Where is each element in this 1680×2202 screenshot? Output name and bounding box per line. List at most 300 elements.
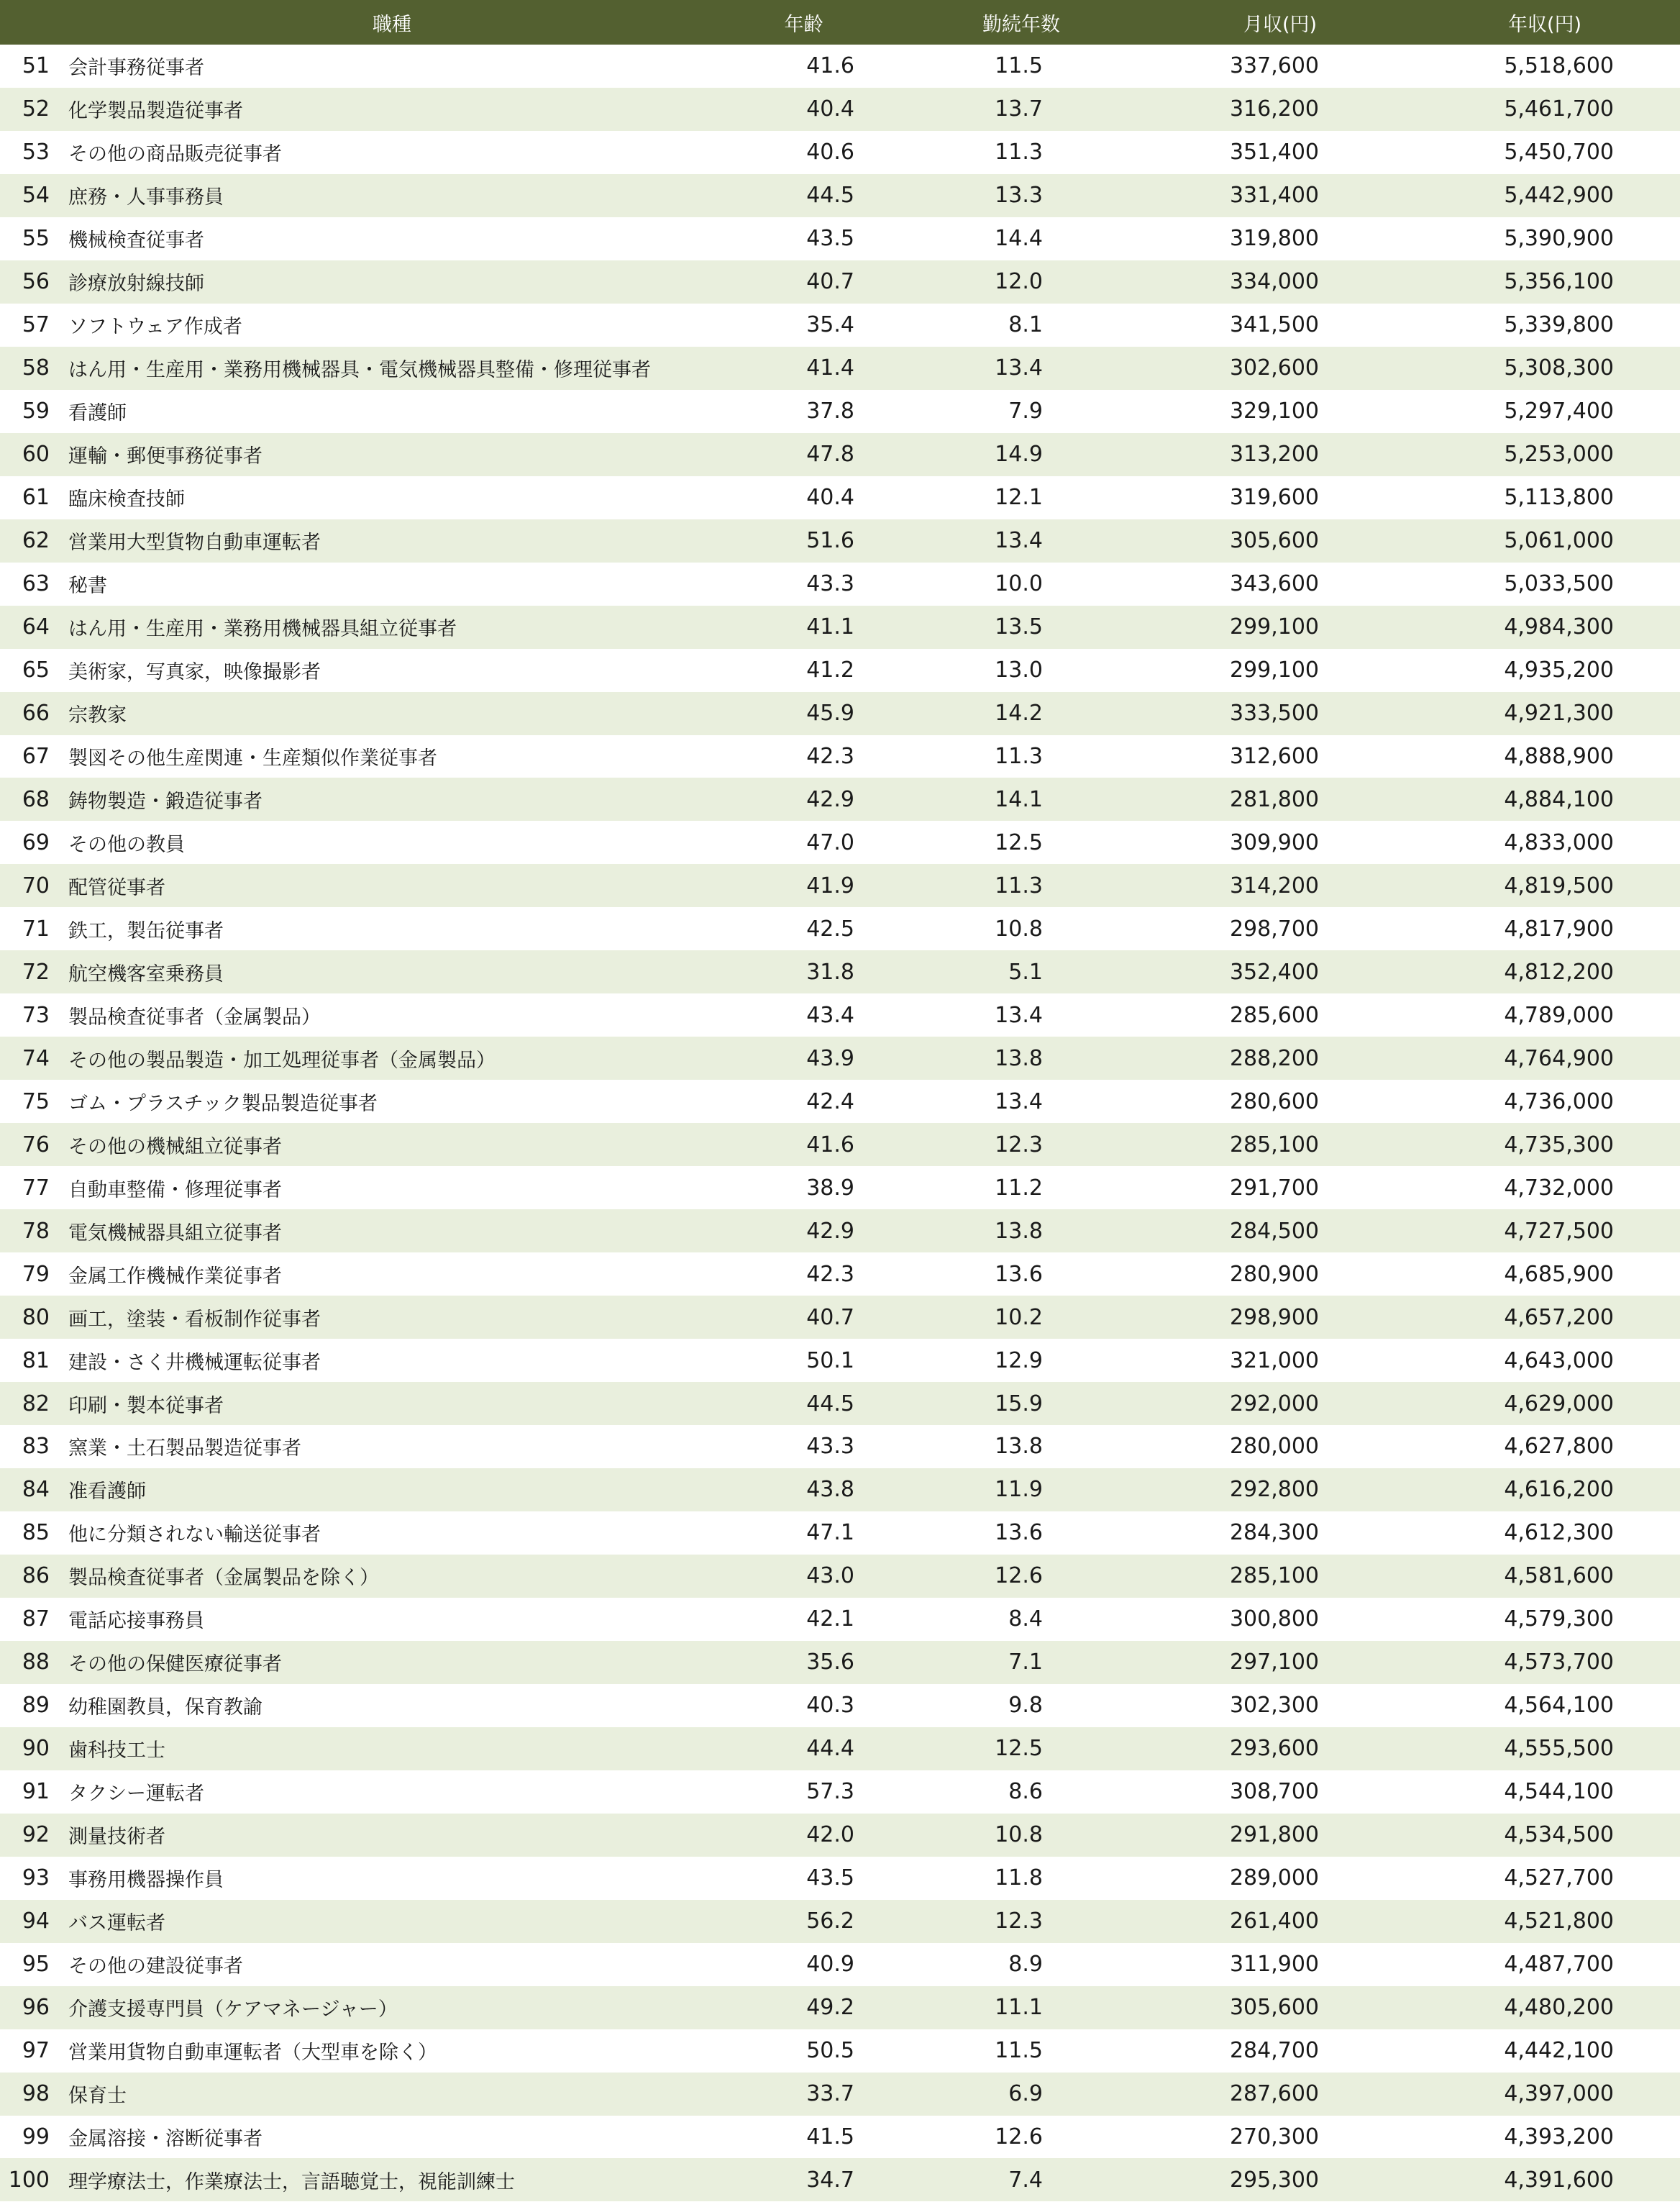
table-row [0, 433, 1680, 476]
occupation-cell: 電気機械器具組立従事者 [68, 1221, 282, 1245]
annual-income-cell: 4,521,800 [1504, 1908, 1614, 1934]
table-row [0, 950, 1680, 993]
occupation-cell: 金属溶接・溶断従事者 [68, 2127, 262, 2150]
table-row [0, 1986, 1680, 2029]
rank-cell: 87 [22, 1606, 50, 1632]
years-of-service-cell: 7.4 [1008, 2167, 1043, 2193]
monthly-income-cell: 333,500 [1229, 701, 1319, 727]
table-row [0, 2029, 1680, 2073]
rank-cell: 64 [22, 614, 50, 640]
rank-cell: 97 [22, 2038, 50, 2064]
age-cell: 41.6 [806, 53, 854, 79]
age-cell: 43.5 [806, 226, 854, 252]
years-of-service-cell: 11.9 [995, 1477, 1043, 1503]
years-of-service-cell: 14.2 [995, 701, 1043, 727]
occupation-cell: 介護支援専門員（ケアマネージャー） [68, 1998, 398, 2021]
annual-income-cell: 4,573,700 [1504, 1650, 1614, 1675]
years-of-service-cell: 8.9 [1008, 1952, 1043, 1978]
monthly-income-cell: 270,300 [1229, 2124, 1319, 2149]
years-of-service-cell: 13.8 [995, 1218, 1043, 1244]
rank-cell: 92 [22, 1822, 50, 1848]
rank-cell: 53 [22, 140, 50, 165]
years-of-service-cell: 13.4 [995, 355, 1043, 381]
monthly-income-cell: 302,300 [1229, 1693, 1319, 1719]
occupation-cell: 宗教家 [68, 704, 127, 727]
rank-cell: 91 [22, 1779, 50, 1805]
table-row [0, 304, 1680, 347]
monthly-income-cell: 280,900 [1229, 1261, 1319, 1287]
age-cell: 31.8 [806, 959, 854, 985]
years-of-service-cell: 12.1 [995, 485, 1043, 511]
age-cell: 47.0 [806, 829, 854, 855]
occupation-cell: 鋳物製造・鍛造従事者 [68, 790, 262, 813]
years-of-service-cell: 10.8 [995, 916, 1043, 942]
occupation-cell: 美術家，写真家，映像撮影者 [68, 661, 321, 684]
years-of-service-cell: 11.3 [995, 873, 1043, 898]
rank-cell: 94 [22, 1908, 50, 1934]
table-row [0, 1857, 1680, 1900]
annual-income-cell: 4,487,700 [1504, 1952, 1614, 1978]
years-of-service-cell: 11.2 [995, 1175, 1043, 1201]
table-row [0, 1425, 1680, 1468]
table-row [0, 1770, 1680, 1814]
rank-cell: 55 [22, 226, 50, 252]
rank-cell: 65 [22, 658, 50, 683]
monthly-income-cell: 312,600 [1229, 743, 1319, 769]
age-cell: 43.4 [806, 1002, 854, 1028]
header-years-of-service: 勤続年数 [982, 13, 1060, 36]
monthly-income-cell: 341,500 [1229, 312, 1319, 338]
table-row [0, 778, 1680, 821]
rank-cell: 83 [22, 1434, 50, 1460]
monthly-income-cell: 284,300 [1229, 1520, 1319, 1546]
monthly-income-cell: 292,800 [1229, 1477, 1319, 1503]
occupation-cell: 営業用大型貨物自動車運転者 [68, 532, 321, 555]
age-cell: 41.6 [806, 1132, 854, 1157]
rank-cell: 81 [22, 1347, 50, 1373]
rank-cell: 95 [22, 1952, 50, 1978]
years-of-service-cell: 14.9 [995, 442, 1043, 468]
age-cell: 40.3 [806, 1693, 854, 1719]
years-of-service-cell: 10.0 [995, 571, 1043, 597]
occupation-cell: はん用・生産用・業務用機械器具組立従事者 [68, 618, 457, 641]
rank-cell: 85 [22, 1520, 50, 1546]
occupation-cell: 事務用機器操作員 [68, 1869, 224, 1892]
annual-income-cell: 5,442,900 [1504, 183, 1614, 209]
table-row [0, 993, 1680, 1037]
table-row [0, 260, 1680, 304]
annual-income-cell: 4,579,300 [1504, 1606, 1614, 1632]
occupation-cell: 製品検査従事者（金属製品） [68, 1006, 321, 1029]
rank-cell: 96 [22, 1995, 50, 2021]
monthly-income-cell: 292,000 [1229, 1391, 1319, 1416]
table-row [0, 649, 1680, 692]
occupation-cell: その他の建設従事者 [68, 1955, 243, 1978]
header-occupation: 職種 [373, 13, 411, 36]
table-row [0, 1555, 1680, 1598]
years-of-service-cell: 6.9 [1008, 2081, 1043, 2107]
occupation-cell: 画工，塗装・看板制作従事者 [68, 1308, 321, 1331]
years-of-service-cell: 11.5 [995, 53, 1043, 79]
table-row [0, 476, 1680, 519]
table-row [0, 907, 1680, 950]
rank-cell: 76 [22, 1132, 50, 1157]
header-monthly-income: 月収(円) [1243, 13, 1318, 36]
table-row [0, 88, 1680, 131]
annual-income-cell: 4,657,200 [1504, 1304, 1614, 1330]
table-row [0, 2158, 1680, 2201]
annual-income-cell: 5,308,300 [1504, 355, 1614, 381]
monthly-income-cell: 285,100 [1229, 1563, 1319, 1589]
table-row [0, 1468, 1680, 1511]
monthly-income-cell: 281,800 [1229, 786, 1319, 812]
occupation-cell: 理学療法士，作業療法士，言語聴覚士，視能訓練士 [68, 2170, 515, 2193]
monthly-income-cell: 300,800 [1229, 1606, 1319, 1632]
occupation-cell: 秘書 [68, 575, 107, 598]
table-row [0, 606, 1680, 649]
years-of-service-cell: 12.3 [995, 1132, 1043, 1157]
annual-income-cell: 4,616,200 [1504, 1477, 1614, 1503]
monthly-income-cell: 289,000 [1229, 1865, 1319, 1891]
occupation-cell: 会計事務従事者 [68, 57, 204, 80]
years-of-service-cell: 12.3 [995, 1908, 1043, 1934]
rank-cell: 74 [22, 1045, 50, 1071]
age-cell: 41.5 [806, 2124, 854, 2149]
age-cell: 40.4 [806, 96, 854, 122]
header-age: 年齢 [784, 13, 823, 36]
monthly-income-cell: 293,600 [1229, 1736, 1319, 1762]
occupation-cell: 他に分類されない輸送従事者 [68, 1524, 321, 1547]
table-row [0, 217, 1680, 260]
years-of-service-cell: 7.9 [1008, 399, 1043, 424]
occupation-cell: 幼稚園教員，保育教諭 [68, 1696, 262, 1719]
age-cell: 40.7 [806, 1304, 854, 1330]
monthly-income-cell: 337,600 [1229, 53, 1319, 79]
table-body [0, 45, 1680, 2201]
age-cell: 34.7 [806, 2167, 854, 2193]
monthly-income-cell: 291,800 [1229, 1822, 1319, 1848]
annual-income-cell: 4,397,000 [1504, 2081, 1614, 2107]
occupation-cell: 電話応接事務員 [68, 1610, 204, 1633]
years-of-service-cell: 13.4 [995, 1088, 1043, 1114]
age-cell: 40.9 [806, 1952, 854, 1978]
years-of-service-cell: 13.6 [995, 1261, 1043, 1287]
monthly-income-cell: 291,700 [1229, 1175, 1319, 1201]
table-row [0, 1080, 1680, 1123]
rank-cell: 72 [22, 959, 50, 985]
annual-income-cell: 4,393,200 [1504, 2124, 1614, 2149]
annual-income-cell: 4,888,900 [1504, 743, 1614, 769]
annual-income-cell: 5,390,900 [1504, 226, 1614, 252]
years-of-service-cell: 11.1 [995, 1995, 1043, 2021]
rank-cell: 62 [22, 528, 50, 554]
rank-cell: 80 [22, 1304, 50, 1330]
annual-income-cell: 4,643,000 [1504, 1347, 1614, 1373]
rank-cell: 57 [22, 312, 50, 338]
age-cell: 43.5 [806, 1865, 854, 1891]
annual-income-cell: 4,581,600 [1504, 1563, 1614, 1589]
rank-cell: 63 [22, 571, 50, 597]
rank-cell: 86 [22, 1563, 50, 1589]
rank-cell: 82 [22, 1391, 50, 1416]
monthly-income-cell: 285,100 [1229, 1132, 1319, 1157]
age-cell: 42.4 [806, 1088, 854, 1114]
occupation-cell: 保育士 [68, 2085, 127, 2108]
rank-cell: 60 [22, 442, 50, 468]
rank-cell: 84 [22, 1477, 50, 1503]
age-cell: 41.4 [806, 355, 854, 381]
table-row [0, 735, 1680, 778]
monthly-income-cell: 284,700 [1229, 2038, 1319, 2064]
rank-cell: 52 [22, 96, 50, 122]
age-cell: 41.9 [806, 873, 854, 898]
rank-cell: 67 [22, 743, 50, 769]
annual-income-cell: 4,812,200 [1504, 959, 1614, 985]
age-cell: 43.9 [806, 1045, 854, 1071]
age-cell: 38.9 [806, 1175, 854, 1201]
rank-cell: 54 [22, 183, 50, 209]
annual-income-cell: 4,480,200 [1504, 1995, 1614, 2021]
rank-cell: 69 [22, 829, 50, 855]
occupation-cell: その他の商品販売従事者 [68, 143, 282, 166]
table-row [0, 1511, 1680, 1555]
header-annual-income: 年収(円) [1507, 13, 1582, 36]
age-cell: 49.2 [806, 1995, 854, 2021]
occupation-cell: 航空機客室乗務員 [68, 963, 224, 986]
monthly-income-cell: 280,000 [1229, 1434, 1319, 1460]
table-row [0, 1296, 1680, 1339]
monthly-income-cell: 311,900 [1229, 1952, 1319, 1978]
annual-income-cell: 4,732,000 [1504, 1175, 1614, 1201]
years-of-service-cell: 10.8 [995, 1822, 1043, 1848]
occupation-cell: 製品検査従事者（金属製品を除く） [68, 1567, 379, 1590]
header-rank [0, 0, 68, 45]
age-cell: 40.7 [806, 269, 854, 295]
years-of-service-cell: 11.8 [995, 1865, 1043, 1891]
years-of-service-cell: 7.1 [1008, 1650, 1043, 1675]
annual-income-cell: 4,627,800 [1504, 1434, 1614, 1460]
monthly-income-cell: 314,200 [1229, 873, 1319, 898]
annual-income-cell: 4,727,500 [1504, 1218, 1614, 1244]
rank-cell: 93 [22, 1865, 50, 1891]
occupation-cell: 測量技術者 [68, 1826, 165, 1849]
table-row [0, 1814, 1680, 1857]
monthly-income-cell: 331,400 [1229, 183, 1319, 209]
rank-cell: 66 [22, 701, 50, 727]
annual-income-cell: 4,391,600 [1504, 2167, 1614, 2193]
occupation-cell: 歯科技工士 [68, 1739, 165, 1762]
occupation-cell: 窯業・土石製品製造従事者 [68, 1437, 301, 1460]
monthly-income-cell: 295,300 [1229, 2167, 1319, 2193]
table-row [0, 2073, 1680, 2116]
age-cell: 35.6 [806, 1650, 854, 1675]
occupation-cell: 建設・さく井機械運転従事者 [68, 1351, 321, 1374]
table-row [0, 1339, 1680, 1382]
occupation-cell: ソフトウェア作成者 [68, 316, 242, 339]
rank-cell: 73 [22, 1002, 50, 1028]
age-cell: 44.5 [806, 183, 854, 209]
annual-income-cell: 4,527,700 [1504, 1865, 1614, 1891]
monthly-income-cell: 297,100 [1229, 1650, 1319, 1675]
annual-income-cell: 4,935,200 [1504, 658, 1614, 683]
annual-income-cell: 4,612,300 [1504, 1520, 1614, 1546]
rank-cell: 58 [22, 355, 50, 381]
years-of-service-cell: 12.6 [995, 1563, 1043, 1589]
occupation-cell: 鉄工，製缶従事者 [68, 919, 224, 942]
monthly-income-cell: 329,100 [1229, 399, 1319, 424]
occupation-cell: その他の保健医療従事者 [68, 1653, 282, 1676]
annual-income-cell: 4,534,500 [1504, 1822, 1614, 1848]
age-cell: 57.3 [806, 1779, 854, 1805]
table-row [0, 1037, 1680, 1080]
age-cell: 42.3 [806, 743, 854, 769]
occupation-cell: その他の製品製造・加工処理従事者（金属製品） [68, 1049, 496, 1072]
monthly-income-cell: 285,600 [1229, 1002, 1319, 1028]
table-row [0, 1382, 1680, 1425]
table-row [0, 174, 1680, 217]
monthly-income-cell: 319,800 [1229, 226, 1319, 252]
years-of-service-cell: 8.6 [1008, 1779, 1043, 1805]
table-row [0, 45, 1680, 88]
occupation-cell: 配管従事者 [68, 876, 165, 899]
annual-income-cell: 4,544,100 [1504, 1779, 1614, 1805]
occupation-cell: 庶務・人事事務員 [68, 186, 224, 209]
table-row [0, 1209, 1680, 1252]
annual-income-cell: 5,461,700 [1504, 96, 1614, 122]
years-of-service-cell: 12.5 [995, 1736, 1043, 1762]
age-cell: 47.8 [806, 442, 854, 468]
years-of-service-cell: 12.0 [995, 269, 1043, 295]
annual-income-cell: 4,921,300 [1504, 701, 1614, 727]
years-of-service-cell: 11.3 [995, 140, 1043, 165]
table-row [0, 519, 1680, 563]
table-row [0, 864, 1680, 907]
monthly-income-cell: 299,100 [1229, 658, 1319, 683]
age-cell: 35.4 [806, 312, 854, 338]
rank-cell: 98 [22, 2081, 50, 2107]
monthly-income-cell: 316,200 [1229, 96, 1319, 122]
annual-income-cell: 4,735,300 [1504, 1132, 1614, 1157]
rank-cell: 51 [22, 53, 50, 79]
years-of-service-cell: 14.4 [995, 226, 1043, 252]
monthly-income-cell: 343,600 [1229, 571, 1319, 597]
annual-income-cell: 5,339,800 [1504, 312, 1614, 338]
table-row [0, 1727, 1680, 1770]
age-cell: 50.1 [806, 1347, 854, 1373]
monthly-income-cell: 308,700 [1229, 1779, 1319, 1805]
monthly-income-cell: 298,900 [1229, 1304, 1319, 1330]
rank-cell: 90 [22, 1736, 50, 1762]
table-row [0, 1598, 1680, 1641]
rank-cell: 79 [22, 1261, 50, 1287]
years-of-service-cell: 13.8 [995, 1434, 1043, 1460]
occupation-cell: タクシー運転者 [68, 1783, 204, 1806]
age-cell: 42.3 [806, 1261, 854, 1287]
rank-cell: 75 [22, 1088, 50, 1114]
annual-income-cell: 4,685,900 [1504, 1261, 1614, 1287]
rank-cell: 59 [22, 399, 50, 424]
table-row [0, 1684, 1680, 1727]
occupation-cell: 印刷・製本従事者 [68, 1394, 224, 1417]
occupation-cell: 臨床検査技師 [68, 488, 185, 511]
annual-income-cell: 5,061,000 [1504, 528, 1614, 554]
annual-income-cell: 4,736,000 [1504, 1088, 1614, 1114]
annual-income-cell: 4,442,100 [1504, 2038, 1614, 2064]
age-cell: 41.2 [806, 658, 854, 683]
occupation-cell: 准看護師 [68, 1480, 146, 1503]
rank-cell: 99 [22, 2124, 50, 2149]
monthly-income-cell: 287,600 [1229, 2081, 1319, 2107]
rank-cell: 68 [22, 786, 50, 812]
monthly-income-cell: 284,500 [1229, 1218, 1319, 1244]
monthly-income-cell: 302,600 [1229, 355, 1319, 381]
age-cell: 33.7 [806, 2081, 854, 2107]
age-cell: 43.0 [806, 1563, 854, 1589]
years-of-service-cell: 11.3 [995, 743, 1043, 769]
years-of-service-cell: 13.4 [995, 1002, 1043, 1028]
monthly-income-cell: 288,200 [1229, 1045, 1319, 1071]
occupation-cell: 化学製品製造従事者 [68, 100, 243, 123]
monthly-income-cell: 280,600 [1229, 1088, 1319, 1114]
years-of-service-cell: 14.1 [995, 786, 1043, 812]
years-of-service-cell: 13.5 [995, 614, 1043, 640]
table-row [0, 1641, 1680, 1684]
table-row [0, 347, 1680, 390]
age-cell: 37.8 [806, 399, 854, 424]
age-cell: 42.9 [806, 786, 854, 812]
years-of-service-cell: 13.4 [995, 528, 1043, 554]
annual-income-cell: 4,819,500 [1504, 873, 1614, 898]
occupation-cell: 看護師 [68, 402, 127, 425]
occupation-cell: 製図その他生産関連・生産類似作業従事者 [68, 747, 437, 770]
monthly-income-cell: 305,600 [1229, 528, 1319, 554]
age-cell: 42.5 [806, 916, 854, 942]
years-of-service-cell: 9.8 [1008, 1693, 1043, 1719]
occupation-cell: ゴム・プラスチック製品製造従事者 [68, 1092, 378, 1115]
table-row [0, 1252, 1680, 1296]
age-cell: 42.9 [806, 1218, 854, 1244]
monthly-income-cell: 298,700 [1229, 916, 1319, 942]
occupation-cell: 機械検査従事者 [68, 229, 204, 252]
table-row [0, 390, 1680, 433]
monthly-income-cell: 321,000 [1229, 1347, 1319, 1373]
annual-income-cell: 5,033,500 [1504, 571, 1614, 597]
rank-cell: 89 [22, 1693, 50, 1719]
annual-income-cell: 4,833,000 [1504, 829, 1614, 855]
years-of-service-cell: 8.1 [1008, 312, 1043, 338]
rank-cell: 61 [22, 485, 50, 511]
table-header-row [0, 0, 1680, 45]
age-cell: 50.5 [806, 2038, 854, 2064]
age-cell: 40.4 [806, 485, 854, 511]
table-row [0, 2116, 1680, 2159]
table-row [0, 1900, 1680, 1943]
table-row [0, 1166, 1680, 1209]
annual-income-cell: 4,789,000 [1504, 1002, 1614, 1028]
monthly-income-cell: 351,400 [1229, 140, 1319, 165]
monthly-income-cell: 319,600 [1229, 485, 1319, 511]
age-cell: 40.6 [806, 140, 854, 165]
years-of-service-cell: 12.9 [995, 1347, 1043, 1373]
age-cell: 43.3 [806, 571, 854, 597]
years-of-service-cell: 8.4 [1008, 1606, 1043, 1632]
years-of-service-cell: 10.2 [995, 1304, 1043, 1330]
age-cell: 44.5 [806, 1391, 854, 1416]
rank-cell: 100 [8, 2167, 50, 2193]
rank-cell: 71 [22, 916, 50, 942]
occupation-cell: はん用・生産用・業務用機械器具・電気機械器具整備・修理従事者 [68, 359, 651, 382]
annual-income-cell: 5,113,800 [1504, 485, 1614, 511]
